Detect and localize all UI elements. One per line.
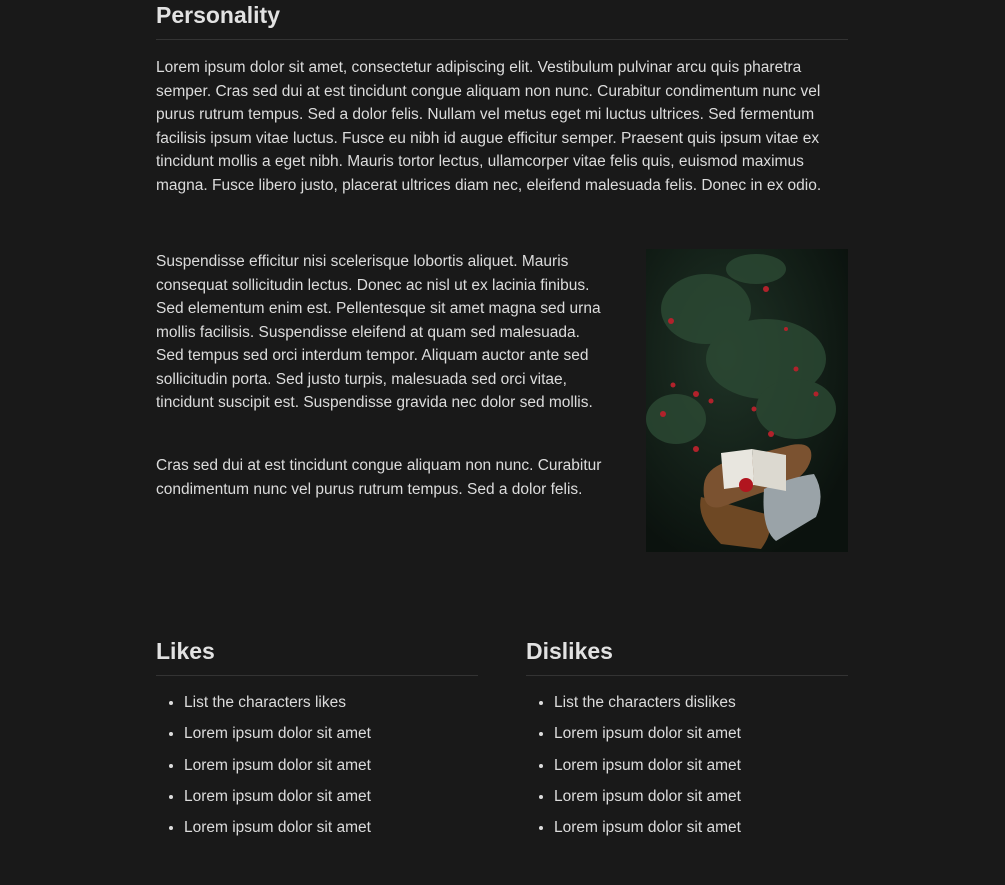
likes-heading: Likes <box>156 638 215 664</box>
paragraph: Suspendisse efficitur nisi scelerisque lobortis aliquet. Mauris consequat sollicitudin lectus. Donec ac nisl ut ex lacinia finibus. Sed elementum enim est. Pellentesque sit amet magna sed urna mollis facilisis. Suspendisse eleifend at quam sed malesuada. Sed tempus sed orci interdum tempor. Aliquam auctor ante sed sollicitudin porta. Sed justo turpis, malesuada sed orci vitae, tincidunt suscipit est. Suspendisse gravida nec dolor sed mollis. <box>156 253 601 411</box>
list-item: • Lorem ipsum dolor sit amet <box>554 812 848 843</box>
paragraph: Cras sed dui at est tincidunt congue aliquam non nunc. Curabitur condimentum nunc vel purus rutrum tempus. Sed a dolor felis. <box>156 457 602 498</box>
list-item: • Lorem ipsum dolor sit amet <box>554 718 848 749</box>
divider <box>526 675 848 676</box>
dislikes-heading: Dislikes <box>526 638 613 664</box>
list-item: • List the characters dislikes <box>554 687 848 718</box>
divider <box>156 675 478 676</box>
dislikes-section <box>526 636 848 843</box>
list-item: • Lorem ipsum dolor sit amet <box>184 781 478 812</box>
list-item: • Lorem ipsum dolor sit amet <box>184 718 478 749</box>
likes-list <box>156 687 478 843</box>
dislikes-list <box>526 687 848 843</box>
list-item: • Lorem ipsum dolor sit amet <box>184 812 478 843</box>
list-item: • Lorem ipsum dolor sit amet <box>184 750 478 781</box>
list-item: • Lorem ipsum dolor sit amet <box>554 781 848 812</box>
likes-section <box>156 636 478 843</box>
paragraph: Lorem ipsum dolor sit amet, consectetur adipiscing elit. Vestibulum pulvinar arcu quis pharetra semper. Cras sed dui at est tincidunt congue aliquam non nunc. Curabitur condimentum nunc vel purus rutrum tempus. Sed a dolor felis. Nullam vel metus eget mi luctus ultrices. Sed fermentum facilisis ipsum vitae luctus. Fusce eu nibh id augue efficitur semper. Praesent quis ipsum vitae ex tincidunt mollis a eget nibh. Mauris tortor lectus, ullamcorper vitae felis quis, euismod maximus magna. Fusce libero justo, placerat ultrices diam nec, eleifend malesuada felis. Donec in ex odio. <box>156 59 822 194</box>
divider <box>156 39 848 40</box>
personality-section <box>156 0 848 498</box>
list-item: • List the characters likes <box>184 687 478 718</box>
list-item: • Lorem ipsum dolor sit amet <box>554 750 848 781</box>
picnic-basket-image <box>646 249 848 552</box>
personality-heading: Personality <box>156 2 280 28</box>
